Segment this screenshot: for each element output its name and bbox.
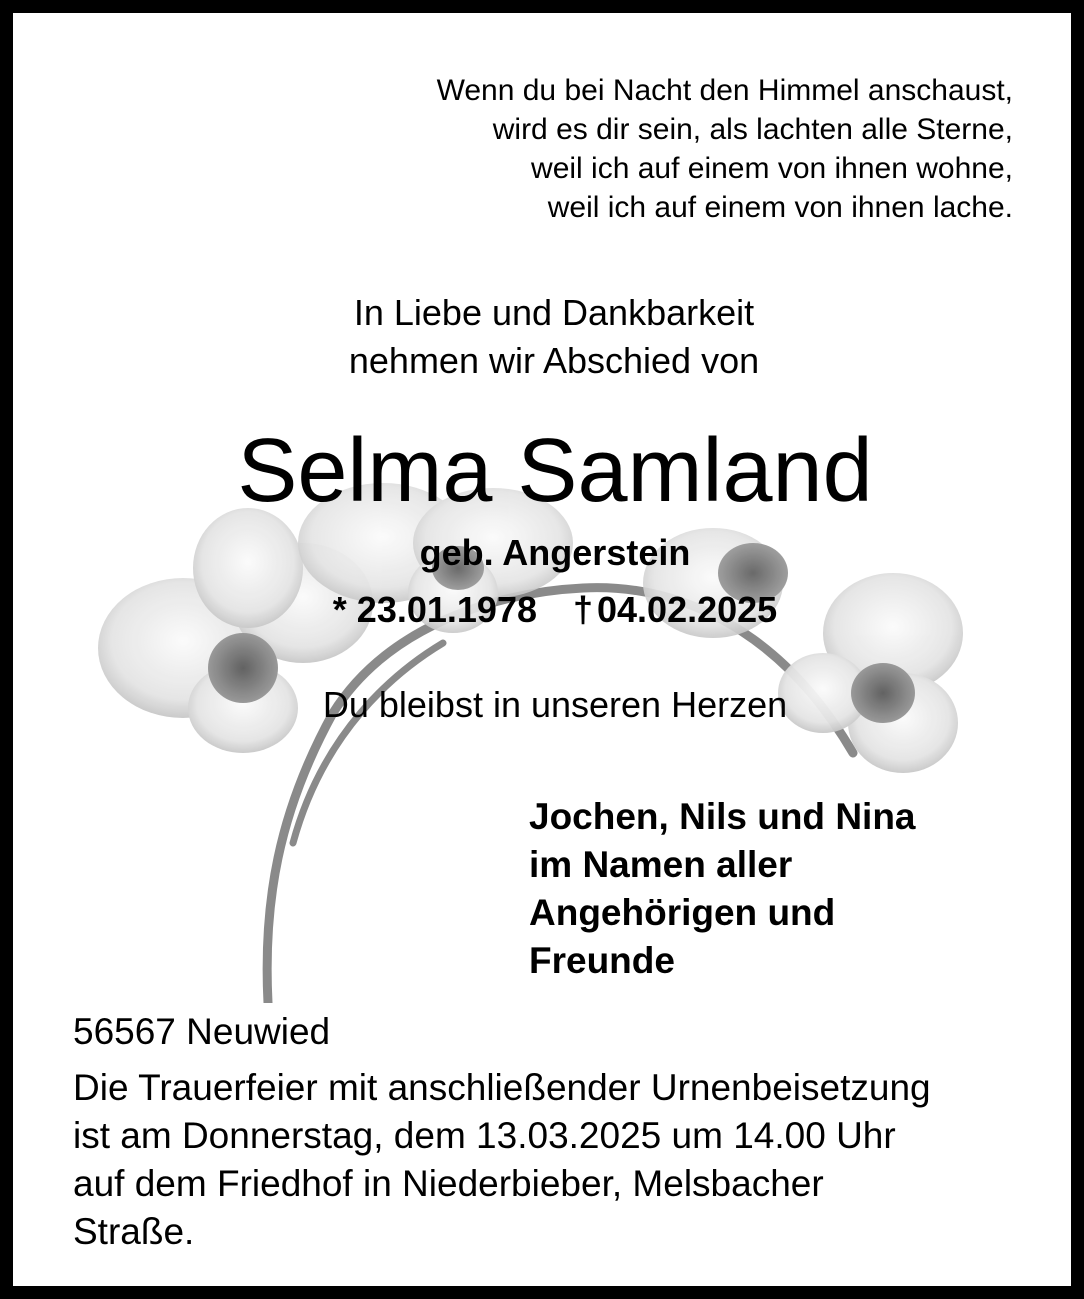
- life-dates: [13, 588, 1084, 632]
- ceremony-line: ist am Donnerstag, dem 13.03.2025 um 14.00 Uhr: [73, 1115, 896, 1156]
- mourners-line: im Namen aller: [529, 844, 793, 885]
- intro-line: nehmen wir Abschied von: [348, 340, 760, 381]
- intro-line: In Liebe und Dankbarkeit: [353, 292, 755, 333]
- ceremony-line: auf dem Friedhof in Niederbieber, Melsbacher: [73, 1163, 824, 1204]
- poem-line: weil ich auf einem von ihnen lache.: [547, 191, 1013, 224]
- birth-name: geb. Angerstein: [419, 532, 691, 573]
- memorial-motto: Du bleibst in unseren Herzen: [322, 684, 788, 725]
- birth-date: * 23.01.1978: [332, 589, 537, 630]
- ceremony-notice: [73, 1064, 1053, 1256]
- mourners-line: Angehörigen und: [529, 892, 836, 933]
- mourners-line: Jochen, Nils und Nina: [529, 796, 916, 837]
- mourners-line: Freunde: [529, 940, 675, 981]
- farewell-intro: [13, 289, 1084, 385]
- poem-quote: [313, 71, 1013, 227]
- poem-line: Wenn du bei Nacht den Himmel anschaust,: [436, 74, 1013, 107]
- poem-line: wird es dir sein, als lachten alle Sterne,: [492, 113, 1013, 146]
- death-date: 04.02.2025: [597, 589, 778, 630]
- place-of-residence: 56567 Neuwied: [73, 1011, 331, 1052]
- poem-line: weil ich auf einem von ihnen wohne,: [531, 152, 1013, 185]
- cross-icon: †: [572, 589, 594, 630]
- ceremony-line: Die Trauerfeier mit anschließender Urnenbeisetzung: [73, 1067, 931, 1108]
- deceased-name: Selma Samland: [237, 421, 873, 521]
- ceremony-line: Straße.: [73, 1211, 195, 1252]
